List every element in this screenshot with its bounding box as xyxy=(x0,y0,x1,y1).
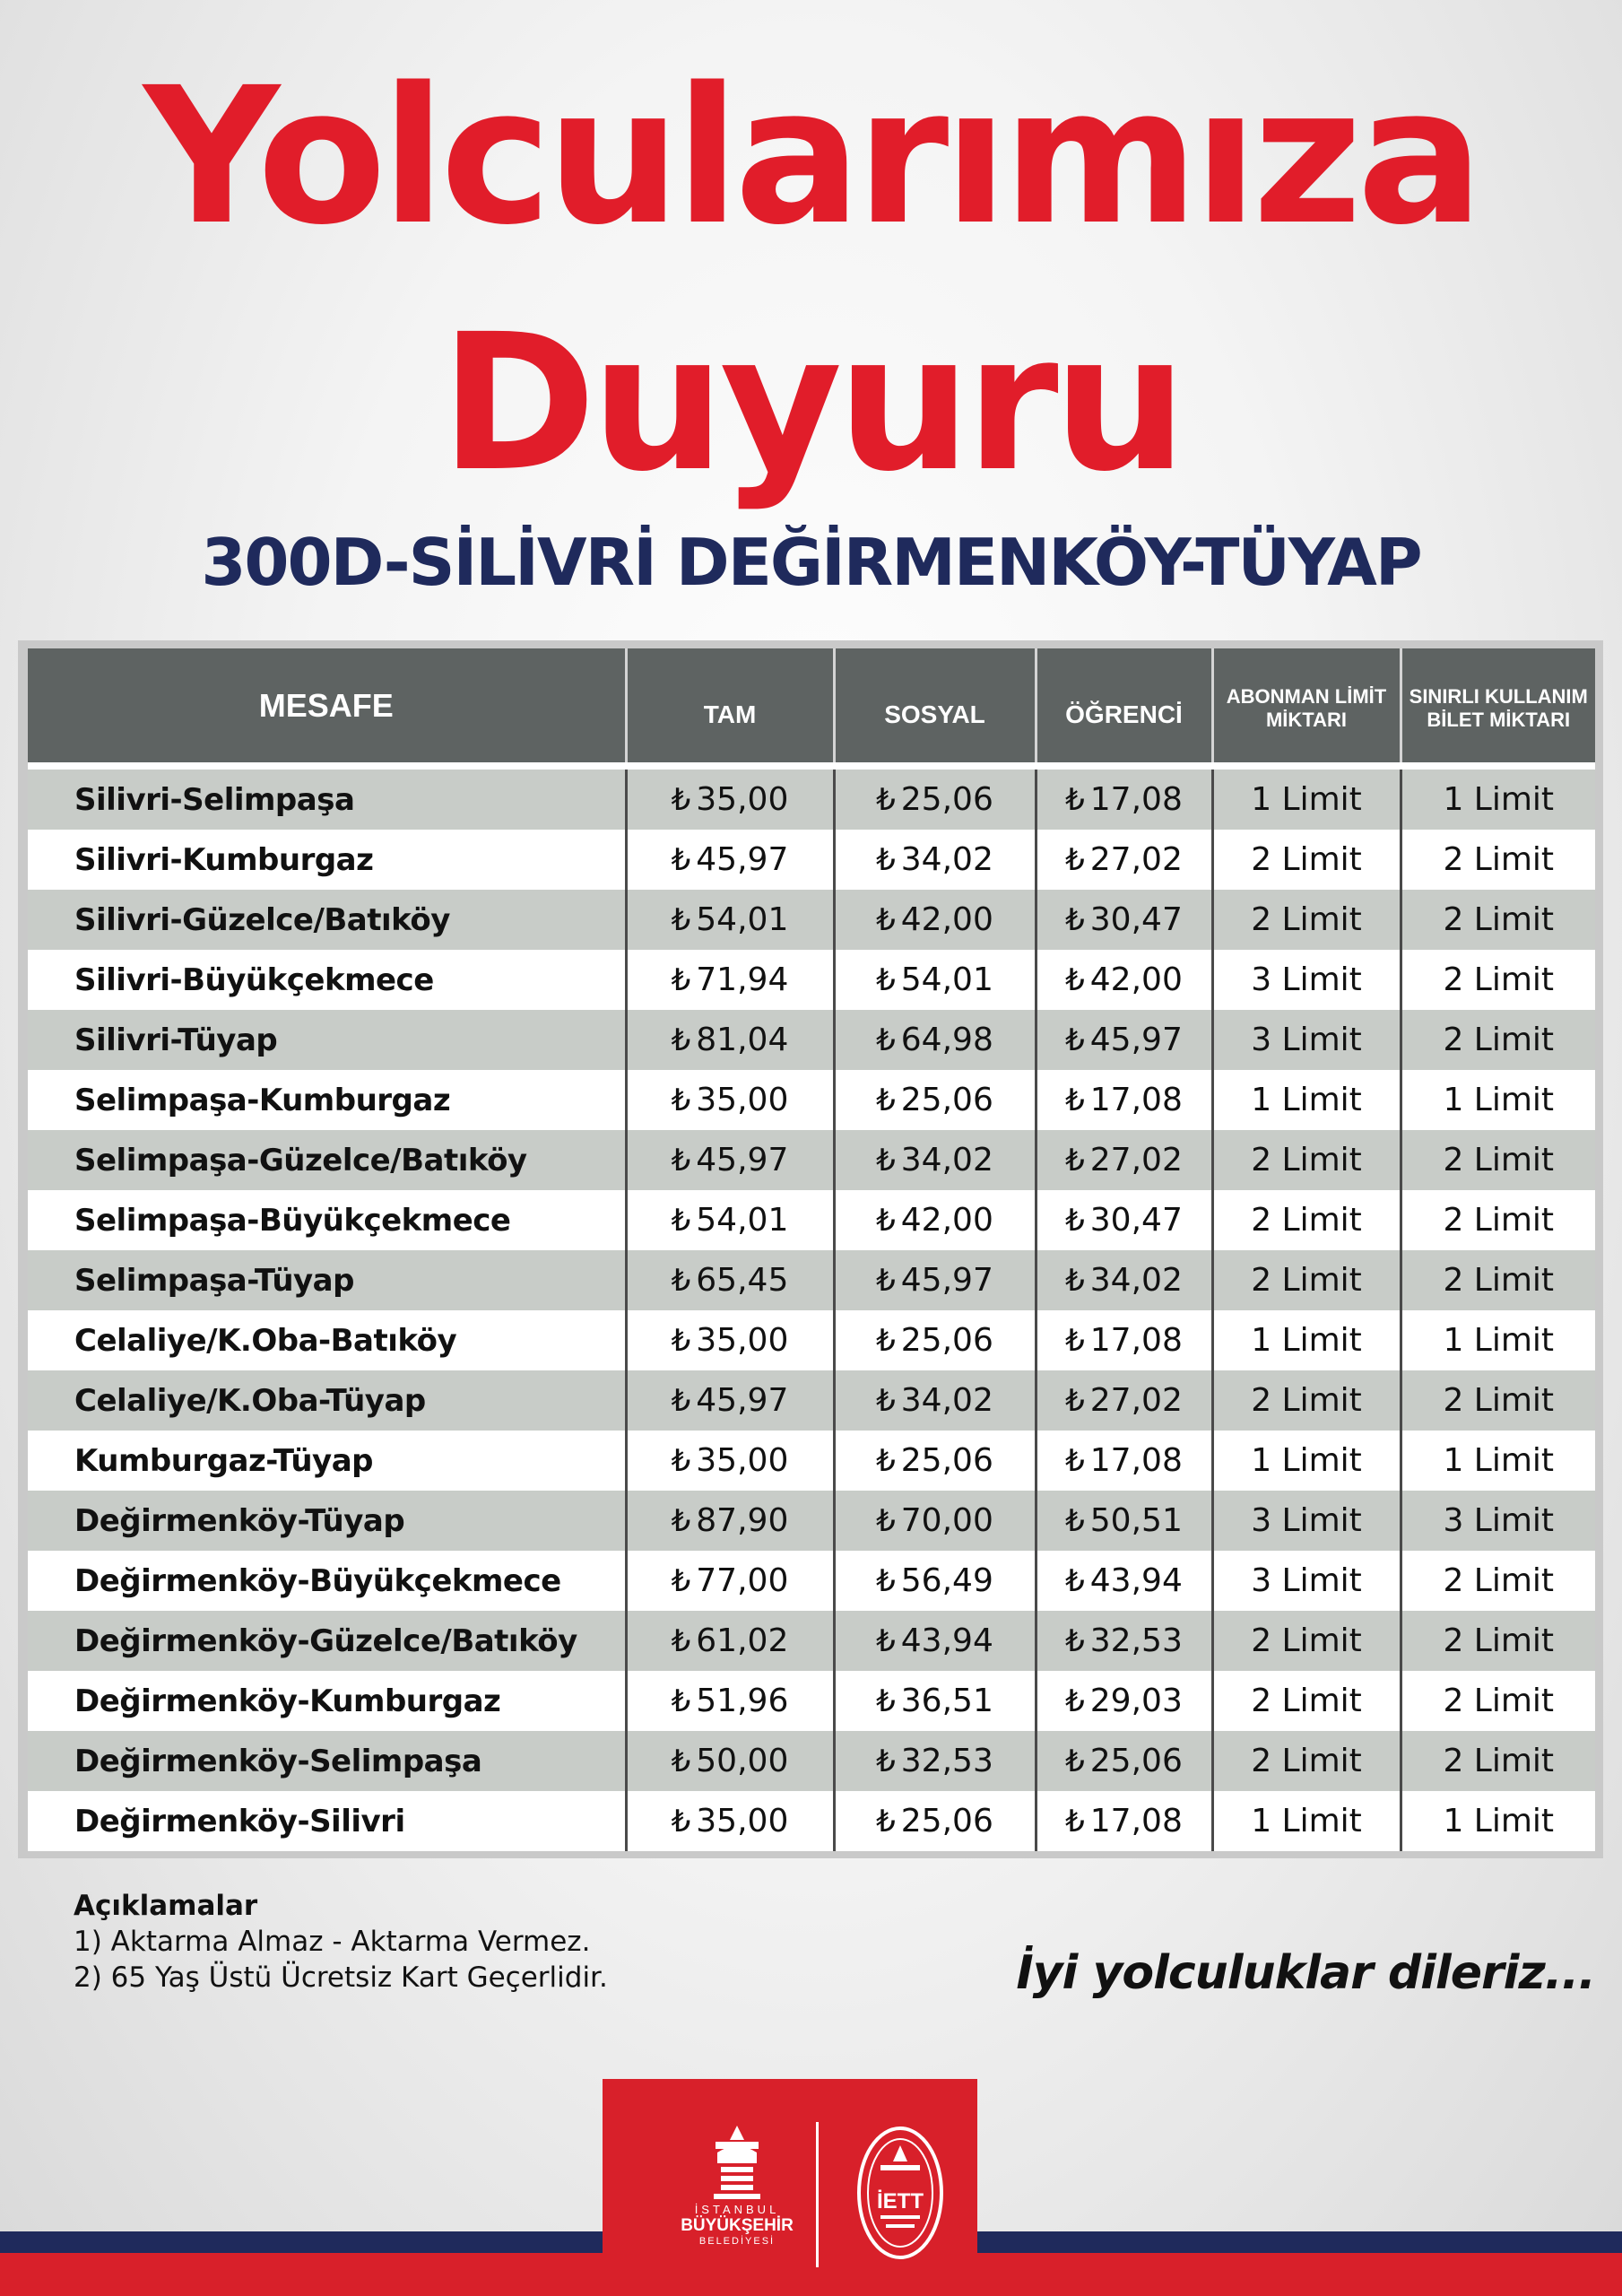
fare-value: 45,97 xyxy=(900,1262,993,1299)
route-cell: Silivri-Büyükçekmece xyxy=(28,950,626,1010)
route-cell: Selimpaşa-Kumburgaz xyxy=(28,1070,626,1130)
tam-fare-cell xyxy=(626,950,834,1010)
abonman-limit-cell: 2 Limit xyxy=(1212,1611,1401,1671)
abonman-limit-cell: 2 Limit xyxy=(1212,1370,1401,1431)
fare-value: 27,02 xyxy=(1089,1142,1183,1178)
tam-fare-cell xyxy=(626,1611,834,1671)
tam-fare-cell xyxy=(626,1310,834,1370)
table-row xyxy=(28,1250,1595,1310)
lira-icon: ₺ xyxy=(1065,1083,1085,1118)
tam-fare-cell xyxy=(626,1551,834,1611)
route-subtitle: 300D-SİLİVRİ DEĞİRMENKÖY-TÜYAP xyxy=(201,525,1421,600)
fare-value: 25,06 xyxy=(900,1442,993,1479)
lira-icon: ₺ xyxy=(671,782,691,818)
fare-value: 34,02 xyxy=(1089,1262,1183,1299)
lira-icon: ₺ xyxy=(876,902,896,938)
logo-panel xyxy=(603,2079,977,2296)
fare-value: 34,02 xyxy=(900,841,993,878)
fare-value: 81,04 xyxy=(696,1022,789,1058)
fare-value: 45,97 xyxy=(696,1142,789,1178)
sinirli-limit-cell: 2 Limit xyxy=(1401,1611,1595,1671)
fare-value: 35,00 xyxy=(696,1803,789,1839)
sosyal-fare-cell xyxy=(834,830,1036,890)
fare-value: 43,94 xyxy=(1089,1562,1183,1599)
sinirli-limit-cell: 1 Limit xyxy=(1401,1310,1595,1370)
fare-value: 27,02 xyxy=(1089,1382,1183,1419)
ogrenci-fare-cell xyxy=(1036,1190,1212,1250)
fare-value: 17,08 xyxy=(1089,1803,1183,1839)
fare-value: 54,01 xyxy=(900,961,993,998)
ogrenci-fare-cell xyxy=(1036,1611,1212,1671)
table-row xyxy=(28,1791,1595,1851)
fare-value: 35,00 xyxy=(696,781,789,818)
table-row xyxy=(28,1370,1595,1431)
sinirli-limit-cell: 2 Limit xyxy=(1401,1551,1595,1611)
route-cell: Değirmenköy-Selimpaşa xyxy=(28,1731,626,1791)
sinirli-limit-cell: 2 Limit xyxy=(1401,1731,1595,1791)
fare-value: 32,53 xyxy=(1089,1622,1183,1659)
sinirli-limit-cell: 1 Limit xyxy=(1401,1791,1595,1851)
lira-icon: ₺ xyxy=(876,1563,896,1599)
sinirli-limit-cell: 1 Limit xyxy=(1401,1431,1595,1491)
sinirli-limit-cell: 2 Limit xyxy=(1401,950,1595,1010)
iett-logo xyxy=(855,2126,945,2264)
lira-icon: ₺ xyxy=(1065,1203,1085,1239)
notes-title: Açıklamalar xyxy=(74,1890,258,1922)
sosyal-fare-cell xyxy=(834,1130,1036,1190)
lira-icon: ₺ xyxy=(876,1503,896,1539)
ogrenci-fare-cell xyxy=(1036,1070,1212,1130)
fare-value: 54,01 xyxy=(696,1202,789,1239)
fare-value: 61,02 xyxy=(696,1622,789,1659)
lira-icon: ₺ xyxy=(876,1143,896,1178)
table-row xyxy=(28,1671,1595,1731)
table-row xyxy=(28,1190,1595,1250)
lira-icon: ₺ xyxy=(1065,1683,1085,1719)
abonman-limit-cell: 2 Limit xyxy=(1212,1190,1401,1250)
sosyal-fare-cell xyxy=(834,1611,1036,1671)
fare-value: 50,00 xyxy=(696,1743,789,1779)
ogrenci-fare-cell xyxy=(1036,1010,1212,1070)
lira-icon: ₺ xyxy=(671,1263,691,1299)
tam-fare-cell xyxy=(626,830,834,890)
lira-icon: ₺ xyxy=(1065,962,1085,998)
table-row xyxy=(28,1551,1595,1611)
route-cell: Celaliye/K.Oba-Tüyap xyxy=(28,1370,626,1431)
lira-icon: ₺ xyxy=(1065,1143,1085,1178)
route-cell: Değirmenköy-Silivri xyxy=(28,1791,626,1851)
sosyal-fare-cell xyxy=(834,1190,1036,1250)
lira-icon: ₺ xyxy=(876,1022,896,1058)
abonman-limit-cell: 3 Limit xyxy=(1212,1491,1401,1551)
ibb-logo-line1: İSTANBUL xyxy=(694,2203,780,2216)
lira-icon: ₺ xyxy=(671,1563,691,1599)
table-row xyxy=(28,830,1595,890)
sinirli-limit-cell: 2 Limit xyxy=(1401,1671,1595,1731)
abonman-limit-cell: 1 Limit xyxy=(1212,1310,1401,1370)
lira-icon: ₺ xyxy=(1065,1563,1085,1599)
sinirli-limit-cell: 2 Limit xyxy=(1401,1190,1595,1250)
lira-icon: ₺ xyxy=(876,1804,896,1839)
table-row xyxy=(28,1070,1595,1130)
route-cell: Silivri-Selimpaşa xyxy=(28,766,626,830)
fare-value: 34,02 xyxy=(900,1382,993,1419)
ogrenci-fare-cell xyxy=(1036,1551,1212,1611)
table-row xyxy=(28,1491,1595,1551)
fare-value: 29,03 xyxy=(1089,1683,1183,1719)
route-cell: Değirmenköy-Güzelce/Batıköy xyxy=(28,1611,626,1671)
lira-icon: ₺ xyxy=(1065,1022,1085,1058)
lira-icon: ₺ xyxy=(876,1683,896,1719)
lira-icon: ₺ xyxy=(671,1083,691,1118)
lira-icon: ₺ xyxy=(1065,1744,1085,1779)
lira-icon: ₺ xyxy=(671,1143,691,1178)
fare-value: 17,08 xyxy=(1089,1082,1183,1118)
column-header-ogrenci: ÖĞRENCİ xyxy=(1036,648,1212,766)
tam-fare-cell xyxy=(626,1731,834,1791)
lira-icon: ₺ xyxy=(876,1443,896,1479)
fare-value: 25,06 xyxy=(900,1803,993,1839)
route-cell: Silivri-Tüyap xyxy=(28,1010,626,1070)
lira-icon: ₺ xyxy=(671,1203,691,1239)
tam-fare-cell xyxy=(626,890,834,950)
ogrenci-fare-cell xyxy=(1036,1731,1212,1791)
sinirli-limit-cell: 2 Limit xyxy=(1401,890,1595,950)
sosyal-fare-cell xyxy=(834,1491,1036,1551)
lira-icon: ₺ xyxy=(876,1083,896,1118)
tam-fare-cell xyxy=(626,1431,834,1491)
lira-icon: ₺ xyxy=(671,1503,691,1539)
sinirli-limit-cell: 2 Limit xyxy=(1401,1010,1595,1070)
table-row xyxy=(28,890,1595,950)
fare-table xyxy=(28,648,1595,1851)
lira-icon: ₺ xyxy=(876,1263,896,1299)
fare-value: 87,90 xyxy=(696,1502,789,1539)
sosyal-fare-cell xyxy=(834,1791,1036,1851)
abonman-limit-cell: 1 Limit xyxy=(1212,766,1401,830)
lira-icon: ₺ xyxy=(671,1683,691,1719)
fare-value: 35,00 xyxy=(696,1322,789,1359)
lira-icon: ₺ xyxy=(1065,1503,1085,1539)
fare-value: 25,06 xyxy=(900,1082,993,1118)
lira-icon: ₺ xyxy=(1065,842,1085,878)
ibb-emblem-icon xyxy=(708,2122,766,2203)
sinirli-limit-cell: 3 Limit xyxy=(1401,1491,1595,1551)
abonman-limit-cell: 2 Limit xyxy=(1212,1250,1401,1310)
svg-text:İETT: İETT xyxy=(877,2189,924,2213)
route-cell: Selimpaşa-Büyükçekmece xyxy=(28,1190,626,1250)
title-line-1: Yolcularımıza xyxy=(143,47,1479,266)
fare-value: 42,00 xyxy=(900,1202,993,1239)
lira-icon: ₺ xyxy=(1065,1443,1085,1479)
fare-value: 70,00 xyxy=(900,1502,993,1539)
abonman-limit-cell: 2 Limit xyxy=(1212,1731,1401,1791)
route-cell: Selimpaşa-Tüyap xyxy=(28,1250,626,1310)
lira-icon: ₺ xyxy=(876,1623,896,1659)
fare-value: 45,97 xyxy=(696,841,789,878)
fare-value: 17,08 xyxy=(1089,1322,1183,1359)
sosyal-fare-cell xyxy=(834,766,1036,830)
fare-value: 35,00 xyxy=(696,1442,789,1479)
ogrenci-fare-cell xyxy=(1036,1130,1212,1190)
fare-value: 27,02 xyxy=(1089,841,1183,878)
note-item: 1) Aktarma Almaz - Aktarma Vermez. xyxy=(74,1926,591,1958)
table-row xyxy=(28,1431,1595,1491)
abonman-limit-cell: 2 Limit xyxy=(1212,890,1401,950)
column-header-abonman: ABONMAN LİMİT MİKTARI xyxy=(1212,648,1401,766)
fare-value: 42,00 xyxy=(900,901,993,938)
lira-icon: ₺ xyxy=(876,782,896,818)
lira-icon: ₺ xyxy=(1065,1263,1085,1299)
fare-value: 17,08 xyxy=(1089,1442,1183,1479)
lira-icon: ₺ xyxy=(671,1022,691,1058)
sosyal-fare-cell xyxy=(834,1010,1036,1070)
sinirli-limit-cell: 1 Limit xyxy=(1401,766,1595,830)
sinirli-limit-cell: 1 Limit xyxy=(1401,1070,1595,1130)
tam-fare-cell xyxy=(626,1791,834,1851)
tam-fare-cell xyxy=(626,766,834,830)
notes-section xyxy=(74,1888,608,1996)
fare-value: 56,49 xyxy=(900,1562,993,1599)
lira-icon: ₺ xyxy=(671,962,691,998)
fare-value: 64,98 xyxy=(900,1022,993,1058)
ogrenci-fare-cell xyxy=(1036,1370,1212,1431)
abonman-limit-cell: 1 Limit xyxy=(1212,1070,1401,1130)
tam-fare-cell xyxy=(626,1491,834,1551)
lira-icon: ₺ xyxy=(876,1383,896,1419)
ogrenci-fare-cell xyxy=(1036,950,1212,1010)
tam-fare-cell xyxy=(626,1130,834,1190)
ibb-logo-line2: BÜYÜKŞEHİR xyxy=(681,2216,794,2235)
ogrenci-fare-cell xyxy=(1036,1491,1212,1551)
ogrenci-fare-cell xyxy=(1036,1431,1212,1491)
route-cell: Değirmenköy-Kumburgaz xyxy=(28,1671,626,1731)
table-row xyxy=(28,1010,1595,1070)
sosyal-fare-cell xyxy=(834,1310,1036,1370)
lira-icon: ₺ xyxy=(876,1203,896,1239)
lira-icon: ₺ xyxy=(876,1323,896,1359)
table-row xyxy=(28,1731,1595,1791)
route-cell: Silivri-Kumburgaz xyxy=(28,830,626,890)
table-row xyxy=(28,1130,1595,1190)
fare-value: 35,00 xyxy=(696,1082,789,1118)
sinirli-limit-cell: 2 Limit xyxy=(1401,1130,1595,1190)
table-row xyxy=(28,950,1595,1010)
lira-icon: ₺ xyxy=(1065,902,1085,938)
iett-emblem-icon xyxy=(855,2126,945,2260)
tam-fare-cell xyxy=(626,1671,834,1731)
sinirli-limit-cell: 2 Limit xyxy=(1401,1250,1595,1310)
sosyal-fare-cell xyxy=(834,1731,1036,1791)
lira-icon: ₺ xyxy=(1065,1323,1085,1359)
sinirli-limit-cell: 2 Limit xyxy=(1401,830,1595,890)
fare-value: 45,97 xyxy=(1089,1022,1183,1058)
sinirli-limit-cell: 2 Limit xyxy=(1401,1370,1595,1431)
sosyal-fare-cell xyxy=(834,950,1036,1010)
lira-icon: ₺ xyxy=(671,1443,691,1479)
route-cell: Kumburgaz-Tüyap xyxy=(28,1431,626,1491)
fare-value: 77,00 xyxy=(696,1562,789,1599)
table-row xyxy=(28,1310,1595,1370)
lira-icon: ₺ xyxy=(876,1744,896,1779)
lira-icon: ₺ xyxy=(671,1744,691,1779)
sosyal-fare-cell xyxy=(834,1431,1036,1491)
sosyal-fare-cell xyxy=(834,890,1036,950)
fare-value: 71,94 xyxy=(696,961,789,998)
route-cell: Silivri-Güzelce/Batıköy xyxy=(28,890,626,950)
lira-icon: ₺ xyxy=(1065,1804,1085,1839)
lira-icon: ₺ xyxy=(671,1383,691,1419)
tam-fare-cell xyxy=(626,1070,834,1130)
fare-value: 65,45 xyxy=(696,1262,789,1299)
farewell-message: İyi yolculuklar dileriz... xyxy=(1016,1946,1595,2000)
ogrenci-fare-cell xyxy=(1036,1791,1212,1851)
table-header-row xyxy=(28,648,1595,766)
abonman-limit-cell: 3 Limit xyxy=(1212,1010,1401,1070)
lira-icon: ₺ xyxy=(671,1623,691,1659)
lira-icon: ₺ xyxy=(1065,1383,1085,1419)
fare-table-body xyxy=(28,766,1595,1851)
lira-icon: ₺ xyxy=(671,1323,691,1359)
column-header-sinirli: SINIRLI KULLANIM BİLET MİKTARI xyxy=(1401,648,1595,766)
fare-value: 34,02 xyxy=(900,1142,993,1178)
lira-icon: ₺ xyxy=(876,962,896,998)
ogrenci-fare-cell xyxy=(1036,1310,1212,1370)
tam-fare-cell xyxy=(626,1190,834,1250)
fare-value: 25,06 xyxy=(900,781,993,818)
abonman-limit-cell: 2 Limit xyxy=(1212,830,1401,890)
tam-fare-cell xyxy=(626,1370,834,1431)
route-cell: Selimpaşa-Güzelce/Batıköy xyxy=(28,1130,626,1190)
fare-value: 50,51 xyxy=(1089,1502,1183,1539)
tam-fare-cell xyxy=(626,1010,834,1070)
route-cell: Değirmenköy-Tüyap xyxy=(28,1491,626,1551)
column-header-mesafe: MESAFE xyxy=(28,648,626,766)
route-cell: Değirmenköy-Büyükçekmece xyxy=(28,1551,626,1611)
route-cell: Celaliye/K.Oba-Batıköy xyxy=(28,1310,626,1370)
sosyal-fare-cell xyxy=(834,1070,1036,1130)
column-header-tam: TAM xyxy=(626,648,834,766)
fare-value: 42,00 xyxy=(1089,961,1183,998)
fare-value: 30,47 xyxy=(1089,901,1183,938)
sosyal-fare-cell xyxy=(834,1250,1036,1310)
fare-value: 30,47 xyxy=(1089,1202,1183,1239)
sosyal-fare-cell xyxy=(834,1370,1036,1431)
abonman-limit-cell: 2 Limit xyxy=(1212,1671,1401,1731)
fare-value: 51,96 xyxy=(696,1683,789,1719)
abonman-limit-cell: 3 Limit xyxy=(1212,1551,1401,1611)
sosyal-fare-cell xyxy=(834,1551,1036,1611)
tam-fare-cell xyxy=(626,1250,834,1310)
sosyal-fare-cell xyxy=(834,1671,1036,1731)
table-row xyxy=(28,766,1595,830)
fare-value: 45,97 xyxy=(696,1382,789,1419)
lira-icon: ₺ xyxy=(1065,1623,1085,1659)
abonman-limit-cell: 1 Limit xyxy=(1212,1791,1401,1851)
fare-value: 32,53 xyxy=(900,1743,993,1779)
ogrenci-fare-cell xyxy=(1036,766,1212,830)
abonman-limit-cell: 1 Limit xyxy=(1212,1431,1401,1491)
ogrenci-fare-cell xyxy=(1036,890,1212,950)
lira-icon: ₺ xyxy=(1065,782,1085,818)
title-line-2: Duyuru xyxy=(439,293,1183,513)
ibb-logo-line3: BELEDİYESİ xyxy=(698,2236,776,2247)
fare-value: 43,94 xyxy=(900,1622,993,1659)
ogrenci-fare-cell xyxy=(1036,830,1212,890)
lira-icon: ₺ xyxy=(876,842,896,878)
table-row xyxy=(28,1611,1595,1671)
fare-value: 36,51 xyxy=(900,1683,993,1719)
note-item: 2) 65 Yaş Üstü Ücretsiz Kart Geçerlidir. xyxy=(74,1961,608,1994)
abonman-limit-cell: 2 Limit xyxy=(1212,1130,1401,1190)
logo-divider xyxy=(816,2122,819,2267)
column-header-sosyal: SOSYAL xyxy=(834,648,1036,766)
ogrenci-fare-cell xyxy=(1036,1250,1212,1310)
fare-value: 17,08 xyxy=(1089,781,1183,818)
lira-icon: ₺ xyxy=(671,1804,691,1839)
abonman-limit-cell: 3 Limit xyxy=(1212,950,1401,1010)
fare-value: 25,06 xyxy=(900,1322,993,1359)
lira-icon: ₺ xyxy=(671,842,691,878)
fare-value: 25,06 xyxy=(1089,1743,1183,1779)
ibb-logo xyxy=(674,2122,800,2247)
lira-icon: ₺ xyxy=(671,902,691,938)
ogrenci-fare-cell xyxy=(1036,1671,1212,1731)
fare-value: 54,01 xyxy=(696,901,789,938)
